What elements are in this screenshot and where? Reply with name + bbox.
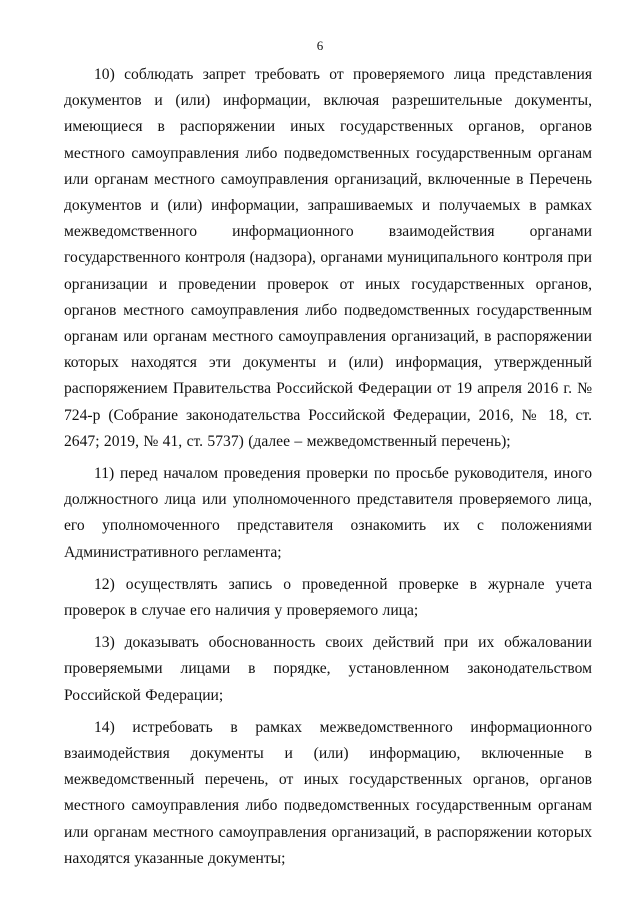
paragraph-item-10: 10) соблюдать запрет требовать от проверяемого лица представления документов и (или) информации, включая разрешительные документы, имеющиеся в распоряжении иных государственных органов, органов местного самоуправления либо подведомственных государственным органам или органам местного самоуправления организаций, включенные в Перечень документов и (или) информации, запрашиваемых и получаемых в рамках межведомственного информационного взаимодействия органами государственного контроля (надзора), органами муниципального контроля при организации и проведении проверок от иных государственных органов, органов местного самоуправления либо подведомственных государственным органам или органам местного самоуправления организаций, в распоряжении которых находятся эти документы и (или) информация, утвержденный распоряжением Правительства Российской Федерации от 19 апреля 2016 г. № 724-р (Собрание законодательства Российской Федерации, 2016, № 18, ст. 2647; 2019, № 41, ст. 5737) (далее – межведомственный перечень); (64, 66, 592, 450)
paragraph-item-12: 12) осуществлять запись о проведенной проверке в журнале учета проверок в случае его наличия у проверяемого лица; (64, 575, 592, 620)
paragraph-item-14: 14) истребовать в рамках межведомственного информационного взаимодействия документы и (или) информацию, включенные в межведомственный перечень, от иных государственных органов, органов местного самоуправления либо подведомственных государственным органам или органам местного самоуправления организаций, в распоряжении которых находятся указанные документы; (64, 718, 592, 867)
page-number: 6 (316, 38, 324, 53)
paragraph-item-11: 11) перед началом проведения проверки по просьбе руководителя, иного должностного лица или уполномоченного представителя проверяемого лица, его уполномоченного представителя ознакомить их с положениями Административного регламента; (64, 465, 592, 561)
paragraph-item-13: 13) доказывать обоснованность своих действий при их обжаловании проверяемыми лицами в порядке, установленном законодательством Российской Федерации; (64, 634, 592, 704)
document-body (64, 62, 592, 872)
